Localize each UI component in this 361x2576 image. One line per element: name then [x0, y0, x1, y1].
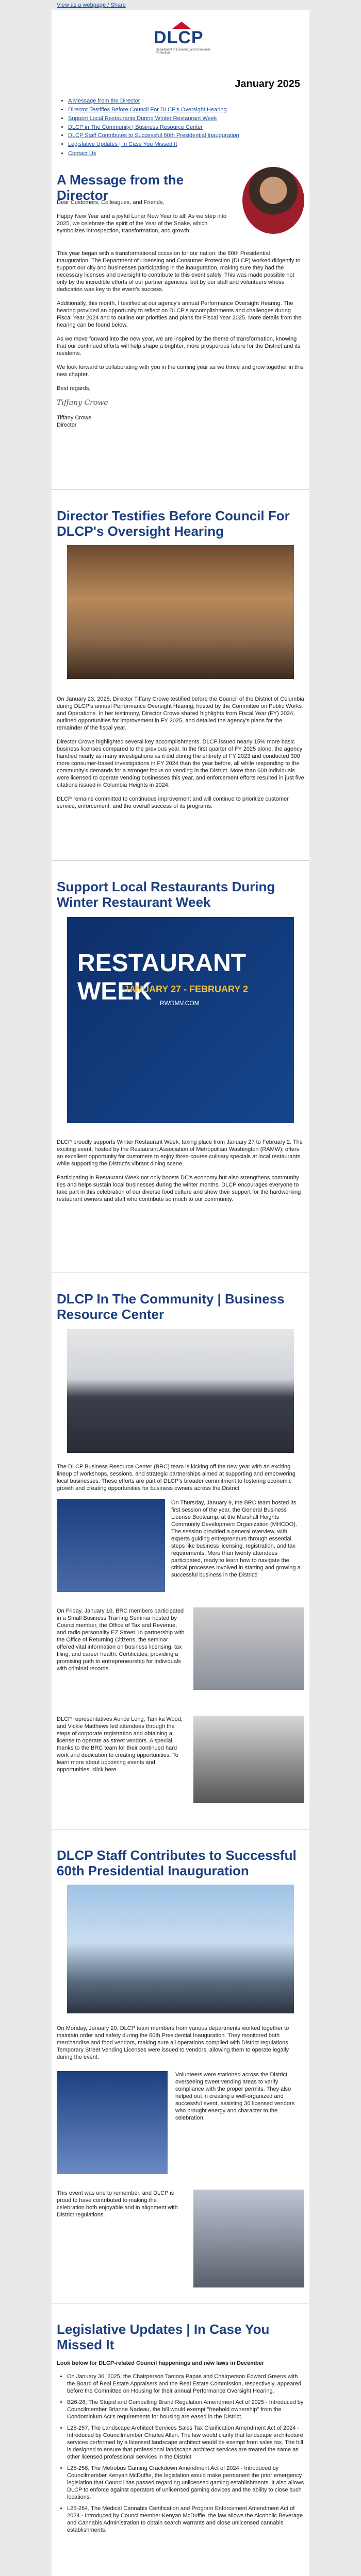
legislative-lead: Look below for DLCP-related Council happenings and new laws in December: [57, 2360, 265, 2366]
paragraph: We look forward to collaborating with you in the coming year as we thrive and grow together in this new chapter.: [57, 364, 304, 378]
section-title: DLCP Staff Contributes to Successful 60th Presidential Inauguration: [57, 1848, 297, 1878]
restaurant-week-banner: [67, 917, 294, 1123]
volunteers-photo: [57, 2071, 168, 2174]
banner-url: RWDMV.COM: [160, 999, 200, 1007]
paragraph: DLCP representatives Aurice Long, Tamika Wood, and Vickie Matthews led attendees through the steps of corporate registration and obtaining a license to operate as street vendors. A special thanks to the BRC team for their continued hard work and dedication to creating opportunities. To learn more about upcoming events and opportunities, click here.: [57, 1716, 183, 1773]
toc-link[interactable]: Support Local Restaurants During Winter Restaurant Week: [68, 115, 217, 122]
paragraph: On Monday, January 20, DLCP team members from various departments worked together to maintain order and safety during the 60th Presidential Inauguration. They monitored both merchandise and food vendors, making sure all operations complied with District regulations. Temporary Street Vending Licenses were issued to vendors, allowing them to operate legally during the event.: [57, 2025, 290, 2060]
banner-dates: JANUARY 27 - FEBRUARY 2: [124, 984, 249, 994]
inauguration: [52, 1829, 309, 2303]
paragraph: Participating in Restaurant Week not only boosts DC's economy but also strengthens community ties and helps sustain local businesses during the winter months. DLCP encourages everyone to take part in this celebration of our diverse food culture and show their support for the hardworking restaurant owners and staff who contribute so much to our community.: [57, 1175, 301, 1202]
signature: Tiffany Crowe: [57, 399, 108, 407]
issue-date: January 2025: [235, 78, 300, 90]
vendor-session-photo: [193, 1716, 304, 1803]
toc-link[interactable]: Legislative Updates | In Case You Missed It: [68, 141, 177, 147]
paragraph: Additionally, this month, I testified at our agency's annual Performance Oversight Hearing. The hearing provided an opportunity to reflect on DLCP's accomplishments and challenges during Fiscal Year 2024 and to outline our priorities and plans for Fiscal Year 2025. More details from the hearing can be found below.: [57, 300, 302, 328]
vendor-area-photo: [193, 2190, 304, 2287]
paragraph: Volunteers were stationed across the District, overseeing sweet vending areas to verify compliance with the proper permits. They also helped out in creating a well-organized and successful event, assisting 36 licensed vendors who brought energy and character to the celebration.: [175, 2072, 295, 2121]
logo-sub: Department of Licensing and Consumer Protection: [156, 48, 211, 55]
paragraph: DLCP remains committed to continuous improvement and will continue to prioritize customer service, enforcement, and the overall success of its programs.: [57, 796, 289, 809]
inauguration-photo: [67, 1885, 294, 2013]
paragraph: This event was one to remember, and DLCP is proud to have contributed to making the celebration both enjoyable and in alignment with District regulations.: [57, 2190, 178, 2218]
legislative-item: • L25-257, The Landscape Architect Services Sales Tax Clarification Amendment Act of 2024 - Introduced by Councilmember Charles Allen. The law would clarify that landscape architecture services performed by a licensed landscape architect would be exempt from sales tax. The bill is designed to ensure that professional landscape architect services are treated the same as other licensed professional services in the District.: [67, 2425, 304, 2461]
legislative-item: • B26-26, The Stupid and Compelling Brand Regulation Amendment Act of 2025 - Introduced by Councilmember Brianne Nadeau, the bill would exempt "freehold ownership" from the Condominium Act's requirements for housing are eased in the District.: [67, 2399, 304, 2420]
paragraph: This year began with a transformational occasion for our nation: the 60th Presidential Inauguration. The Department of Licensing and Consumer Protection (DLCP) worked diligently to support our city and businesses participating in the inauguration, making sure they had the necessary licenses and oversight to contribute to this event safely. This was made possible not only by the incredible efforts of our partner agencies, but by our staff and volunteers whose dedication was key to the event's success.: [57, 250, 301, 293]
paragraph: On January 23, 2025, Director Tiffany Crowe testified before the Council of the District of Columbia during DLCP's annual Performance Oversight Hearing, hosted by the Committee on Public Works and Operations. In her testimony, Director Crowe shared highlights from Fiscal Year (FY) 2024, outlined opportunities for improvement in FY 2025, and detailed the agency's plans for the remainder of the fiscal year.: [57, 696, 304, 731]
section-title: Support Local Restaurants During Winter Restaurant Week: [57, 879, 275, 910]
toc-link[interactable]: A Message from the Director: [68, 98, 140, 104]
hearing-photo: [67, 545, 294, 679]
toc-link[interactable]: DLCP Staff Contributes to Successful 60th Presidential Inauguration: [68, 132, 239, 139]
director-name: Tiffany Crowe: [57, 415, 92, 421]
director-portrait: [242, 167, 304, 234]
section-title: A Message from the Director: [57, 172, 184, 203]
banner-title: RESTAURANT WEEK: [77, 950, 247, 1005]
paragraph: On Thursday, January 9, the BRC team hosted its first session of the year, the General Business License Bootcamp, at the Marshall Heights Community Development Organization (MHCDO). The session provided a general overview, with experts guiding entrepreneurs through essential steps like business licensing, registration, and tax requirements. More than twenty attendees participated, ready to learn how to navigate the critical processes involved in starting and growing a successful business in the District!: [171, 1500, 301, 1578]
restaurant-week: [52, 860, 309, 1273]
header: [52, 10, 309, 93]
legislative-item: • L25-258, The Metrobus Gaming Crackdown Amendment Act of 2024 - Introduced by Councilmember Kenyan McDuffie, the legislation would make permanent the prior emergency legislation that Council has passed regarding unlicensed gaming establishments. It also allows DLCP to enforce against operators of unlicensed gaming devices and the ability to close such locations.: [67, 2465, 304, 2501]
legislative-updates: [52, 2303, 309, 2576]
section-title: Legislative Updates | In Case You Missed It: [57, 2321, 270, 2352]
bootcamp-photo: [57, 1499, 165, 1592]
paragraph: Happy New Year and a joyful Lunar New Year to all! As we step into 2025, we celebrate the spirit of the Year of the Snake, which symbolizes introspection, transformation, and growth.: [57, 213, 226, 234]
section-title: DLCP In The Community | Business Resource Center: [57, 1291, 285, 1322]
toc-last: [52, 149, 309, 160]
topbar: [0, 0, 361, 10]
director-role: Director: [57, 422, 77, 428]
seminar-photo: [193, 1607, 304, 1690]
toc-link[interactable]: Director Testifies Before Council For DLCP's Oversight Hearing: [68, 107, 227, 113]
director-message: [52, 160, 309, 489]
legislative-item: • On January 30, 2025, the Chairperson Tamora Papas and Chairperson Edward Greens with the Board of Real Estate Appraisers and the Real Estate Commission, respectively, appeared before the Committee on Housing for their annual Performance Oversight Hearing.: [67, 2373, 304, 2395]
view-as-webpage-link[interactable]: View as a webpage / Share: [57, 2, 126, 8]
section-title: Director Testifies Before Council For DLCP's Oversight Hearing: [57, 508, 290, 539]
paragraph: As we move forward into the new year, we are inspired by the theme of transformation, knowing that our continued efforts will help shape a brighter, more prosperous future for the District and its residents.: [57, 336, 301, 357]
toc-link[interactable]: Contact Us: [68, 150, 96, 157]
paragraph: Director Crowe highlighted several key accomplishments. DLCP issued nearly 15% more basic business licenses compared to the previous year. In the first quarter of FY 2025 alone, the agency handled nearly as many investigations as it did during the entirety of FY 2023 and conducted 300 more consumer-based investigations in FY 2024 than the year before, all while responding to the community's demands for a stronger focus on vending in the District. More than 600 individuals were licensed to operate vending businesses this year, and enforcement efforts resulted in just five citations issued in Columbia Heights in 2024.: [57, 739, 304, 788]
toc: [52, 93, 309, 131]
paragraph: DLCP proudly supports Winter Restaurant Week, taking place from January 27 to February 2. The exciting event, hosted by the Restaurant Association of Metropolitan Washington (RAMW), offers an excellent opportunity for customers to enjoy three-course culinary specials at local restaurants while supporting the District's vibrant dining scene.: [57, 1139, 303, 1167]
business-resource-center: [52, 1273, 309, 1829]
paragraph: The DLCP Business Resource Center (BRC) team is kicking off the new year with an exciting lineup of workshops, sessions, and strategic partnerships aimed at supporting and empowering local businesses. These efforts are part of DLCP's broader commitment to fostering economic growth and creating opportunities for business owners across the District.: [57, 1464, 296, 1492]
team-photo: [67, 1329, 294, 1453]
logo-word: DLCP: [154, 28, 204, 47]
closing: Best regards,: [57, 385, 91, 392]
greeting: Dear Customers, Colleagues, and Friends,: [57, 199, 165, 206]
paragraph: On Friday, January 10, BRC members participated in a Small Business Training Seminar hosted by Councilmember, the Office of Tax and Revenue, and radio personality EZ Street. In partnership with the Office of Returning Citizens, the seminar offered vital information on business licensing, tax filing, and career health. Certificates, providing a promising path to entrepreneurship for individuals with criminal records.: [57, 1608, 185, 1672]
toc-link[interactable]: DLCP in The Community | Business Resource Center: [68, 124, 203, 130]
dlcp-logo: [150, 22, 211, 58]
oversight-hearing: [52, 489, 309, 860]
toc-cont: [52, 131, 309, 149]
legislative-item: • L25-264, The Medical Cannabis Certification and Program Enforcement Amendment Act of 2024 - Introduced by Councilmember Kenyan McDuffie, the law allows the Alcoholic Beverage and Cannabis Administration to obtain search warrants and close unlicensed cannabis establishments.: [67, 2505, 304, 2534]
